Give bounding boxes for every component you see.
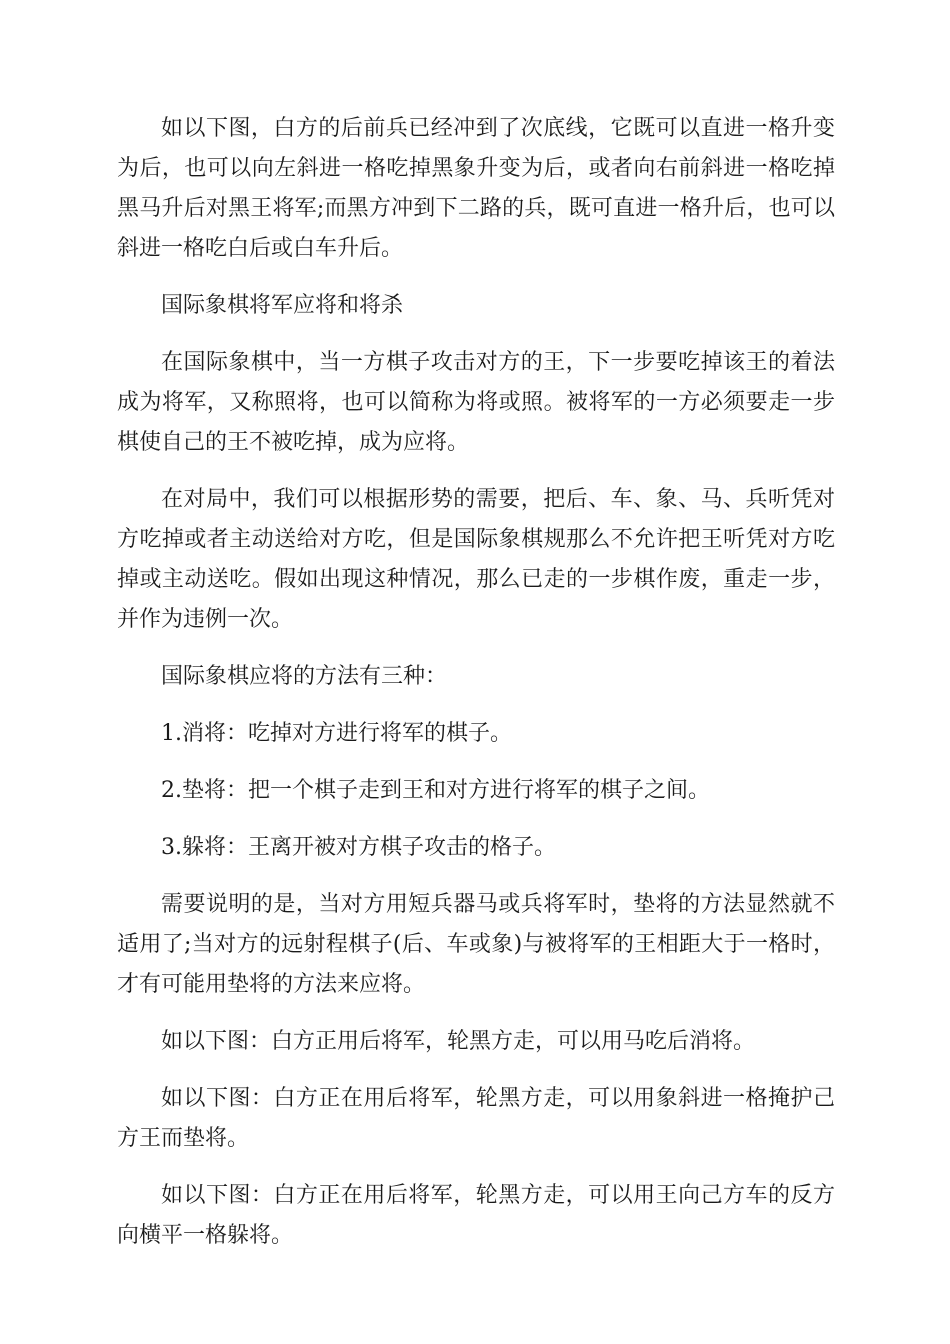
list-item-evade: 3.躲将：王离开被对方棋子攻击的格子。 — [161, 835, 556, 860]
paragraph-three-methods: 国际象棋应将的方法有三种： — [161, 664, 448, 689]
list-item-capture: 1.消将：吃掉对方进行将军的棋子。 — [161, 721, 512, 746]
paragraph-king-rule: 在对局中，我们可以根据形势的需要，把后、车、象、马、兵听凭对方吃掉或者主动送给对方吃，但是国际象棋规那么不允许把王听凭对方吃掉或主动送吃。假如出现这种情况，那么已走的一步棋作废，重走一步，并作为违例一次。 — [117, 487, 835, 632]
section-heading-check: 国际象棋将军应将和将杀 — [161, 293, 404, 318]
paragraph-promotion-example: 如以下图，白方的后前兵已经冲到了次底线，它既可以直进一格升变为后，也可以向左斜进一格吃掉黑象升变为后，或者向右前斜进一格吃掉黑马升后对黑王将军;而黑方冲到下二路的兵，既可直进一格升后，也可以斜进一格吃白后或白车升后。 — [117, 116, 835, 261]
list-item-block: 2.垫将：把一个棋子走到王和对方进行将军的棋子之间。 — [161, 778, 710, 803]
paragraph-example-evade: 如以下图：白方正在用后将军，轮黑方走，可以用王向己方车的反方向横平一格躲将。 — [117, 1183, 835, 1248]
paragraph-explanation: 需要说明的是，当对方用短兵器马或兵将军时，垫将的方法显然就不适用了;当对方的远射程棋子(后、车或象)与被将军的王相距大于一格时，才有可能用垫将的方法来应将。 — [117, 892, 835, 997]
paragraph-check-definition: 在国际象棋中，当一方棋子攻击对方的王，下一步要吃掉该王的着法成为将军，又称照将，也可以简称为将或照。被将军的一方必须要走一步棋使自己的王不被吃掉，成为应将。 — [117, 350, 835, 455]
document-body — [117, 109, 835, 1256]
paragraph-example-capture: 如以下图：白方正用后将军，轮黑方走，可以用马吃后消将。 — [161, 1029, 756, 1054]
paragraph-example-block: 如以下图：白方正在用后将军，轮黑方走，可以用象斜进一格掩护己方王而垫将。 — [117, 1086, 835, 1151]
